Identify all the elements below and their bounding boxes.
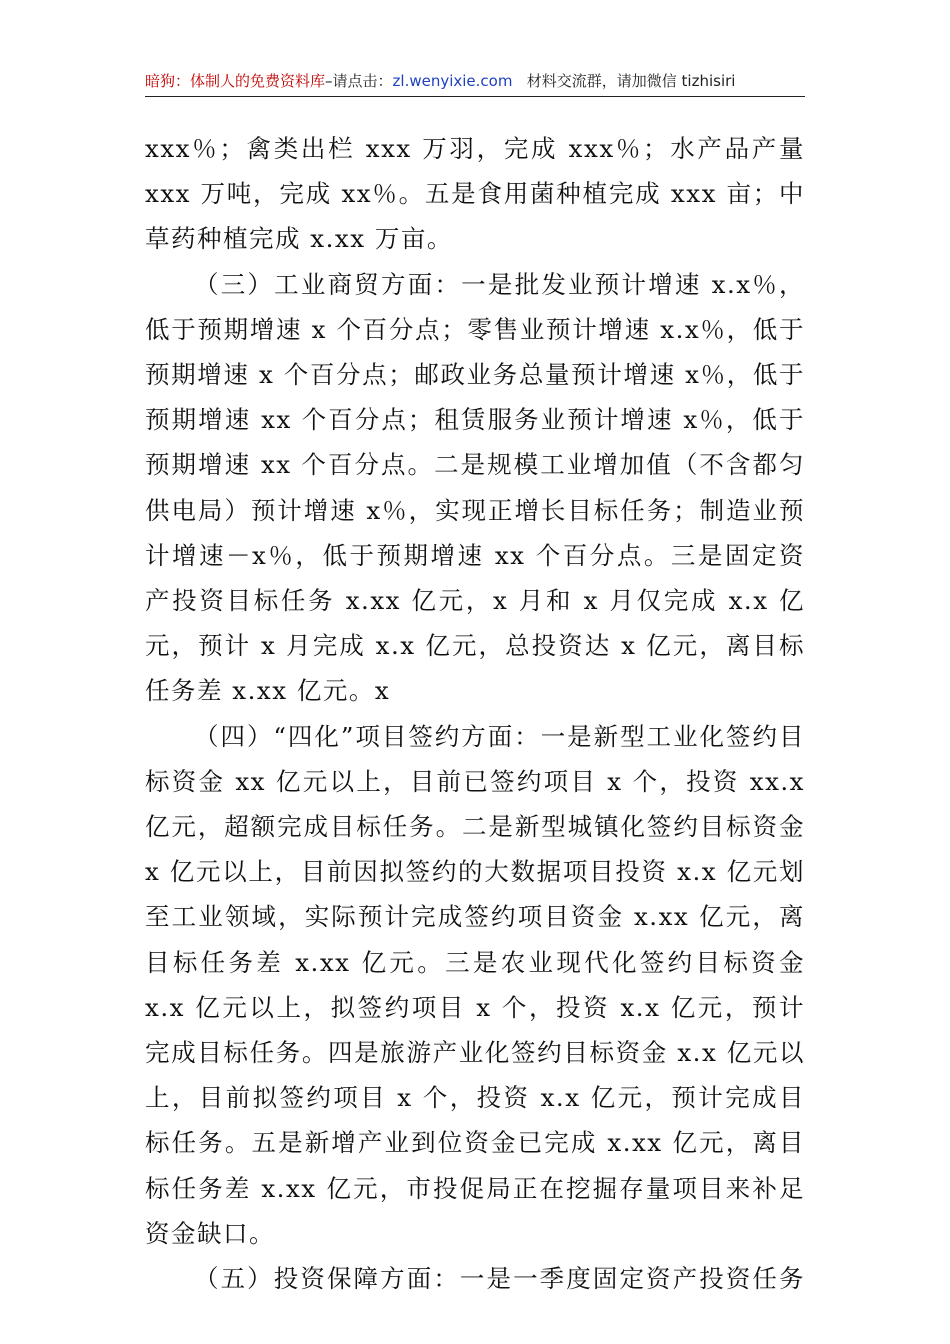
site-url-link[interactable]: zl.wenyixie.com: [392, 72, 513, 90]
paragraph-agriculture-continued: xxx％；禽类出栏 xxx 万羽，完成 xxx％；水产品产量 xxx 万吨，完成 xx％。五是食用菌种植完成 xxx 亩；中草药种植完成 x.xx 万亩。: [145, 134, 805, 254]
page-header: [145, 66, 805, 97]
document-body: [145, 126, 805, 1301]
site-label: 暗狗：体制人的免费资料库: [145, 72, 326, 90]
paragraph-four-modernizations: （四）“四化”项目签约方面：一是新型工业化签约目标资金 xx 亿元以上，目前已签约项目 x 个，投资 xx.x 亿元，超额完成目标任务。二是新型城镇化签约目标资金 x 亿元以上，目前因拟签约的大数据项目投资 x.x 亿元划至工业领域，实际预计完成签约项目资金 x.xx 亿元，离目标任务差 x.xx 亿元。三是农业现代化签约目标资金 x.x 亿元以上，拟签约项目 x 个，投资 x.x 亿元，预计完成目标任务。四是旅游产业化签约目标资金 x.x 亿元以上，目前拟签约项目 x 个，投资 x.x 亿元，预计完成目标任务。五是新增产业到位资金已完成 x.xx 亿元，离目标任务差 x.xx 亿元，市投促局正在挖掘存量项目来补足资金缺口。: [145, 721, 805, 1248]
click-prompt: –请点击：: [325, 72, 393, 90]
group-contact-text: 材料交流群，请加微信 tizhisiri: [526, 72, 736, 90]
paragraph-investment-guarantee: （五）投资保障方面：一是一季度固定资产投资任务: [194, 1264, 805, 1294]
paragraph-industry-commerce: （三）工业商贸方面：一是批发业预计增速 x.x％，低于预期增速 x 个百分点；零售业预计增速 x.x％，低于预期增速 x 个百分点；邮政业务总量预计增速 x％，低于预期增速 xx 个百分点；租赁服务业预计增速 x％，低于预期增速 xx 个百分点。二是规模工业增加值（不含都匀供电局）预计增速 x％，实现正增长目标任务；制造业预计增速－x％，低于预期增速 xx 个百分点。三是固定资产投资目标任务 x.xx 亿元，x 月和 x 月仅完成 x.x 亿元，预计 x 月完成 x.x 亿元，总投资达 x 亿元，离目标任务差 x.xx 亿元。x: [145, 269, 806, 706]
